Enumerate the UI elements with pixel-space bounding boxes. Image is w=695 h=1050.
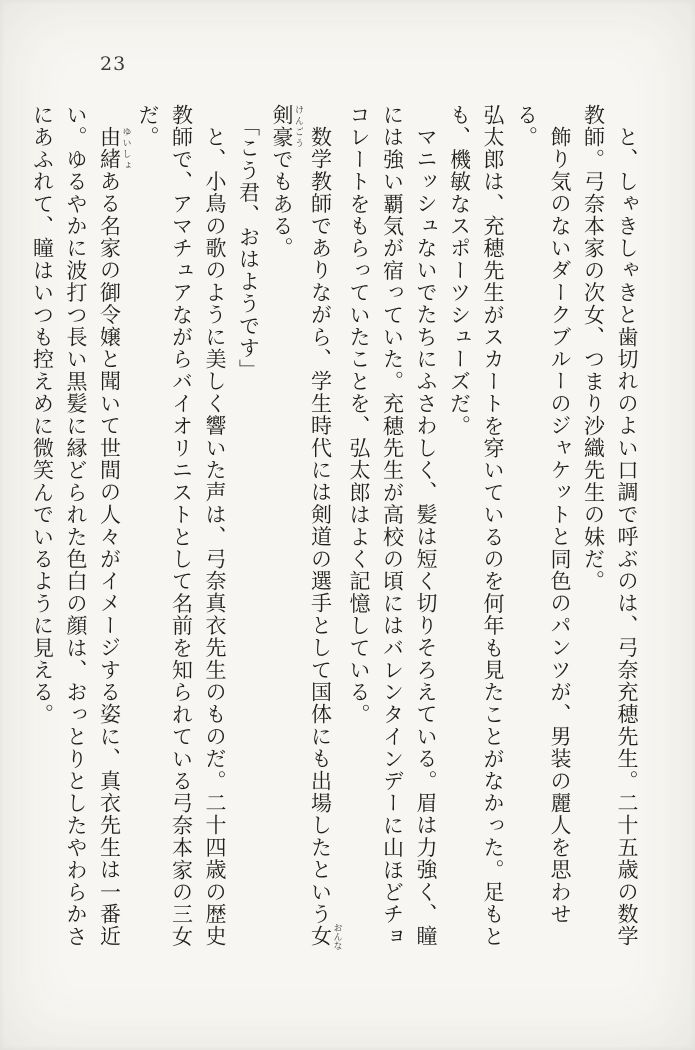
- text-line: 「こう君、おはようです」: [236, 115, 261, 382]
- text-line: も、機敏なスポーツシューズだ。: [447, 104, 472, 437]
- text-line: と、しゃきしゃきと歯切れのよい口調で呼ぶのは、弓奈充穂先生。二十五歳の数学: [615, 126, 639, 948]
- text-line: 教師で、アマチュアながらバイオリニストとして名前を知られている弓奈本家の三女: [169, 104, 194, 948]
- text-line: 飾り気のないダークブルーのジャケットと同色のパンツが、男装の麗人を思わせる。: [514, 104, 572, 926]
- text-line: と、小鳥の歌のように美しく響いた声は、弓奈真衣先生のものだ。二十四歳の歴史: [203, 126, 227, 948]
- furigana-annotated-word: 由緒 ゆいしょ: [97, 126, 131, 171]
- text-line: マニッシュないでたちにふさわしく、髪は短く切りそろえている。眉は力強く、瞳: [414, 126, 438, 948]
- text-line: 剣豪 けんごうでもある。: [270, 104, 303, 260]
- text-line: 弘太郎は、充穂先生がスカートを穿いているのを何年も見たことがなかった。足もと: [481, 104, 505, 948]
- text-line: 教師。弓奈本家の次女、つまり沙織先生の妹だ。: [581, 104, 606, 593]
- text-line: にあふれて、瞳はいつも控えめに微笑んでいるように見える。: [30, 104, 55, 726]
- text-line: い。ゆるやかに波打つ長い黒髪に縁どられた色白の顔は、おっとりとしたやわらかさ: [64, 104, 88, 948]
- page-number: 23: [100, 53, 127, 75]
- text-line: コレートをもらっていたことを、弘太郎はよく記憶している。: [347, 104, 371, 726]
- furigana-annotated-word: 剣豪 けんごう: [270, 104, 303, 149]
- furigana-annotated-word: 女 おんな: [308, 922, 342, 950]
- text-line: だ。: [136, 104, 160, 149]
- text-line: には強い覇気が宿っていた。充穂先生が高校の頃にはバレンタインデーに山ほどチョ: [380, 104, 405, 948]
- text-line: 由緒 ゆいしょある名家の御令嬢と聞いて世間の人々がイメージする姿に、真衣先生は一番近: [97, 126, 131, 948]
- body-text: [25, 104, 643, 952]
- text-line: 数学教師でありながら、学生時代には剣道の選手として国体にも出場したという女 おんな: [308, 126, 342, 950]
